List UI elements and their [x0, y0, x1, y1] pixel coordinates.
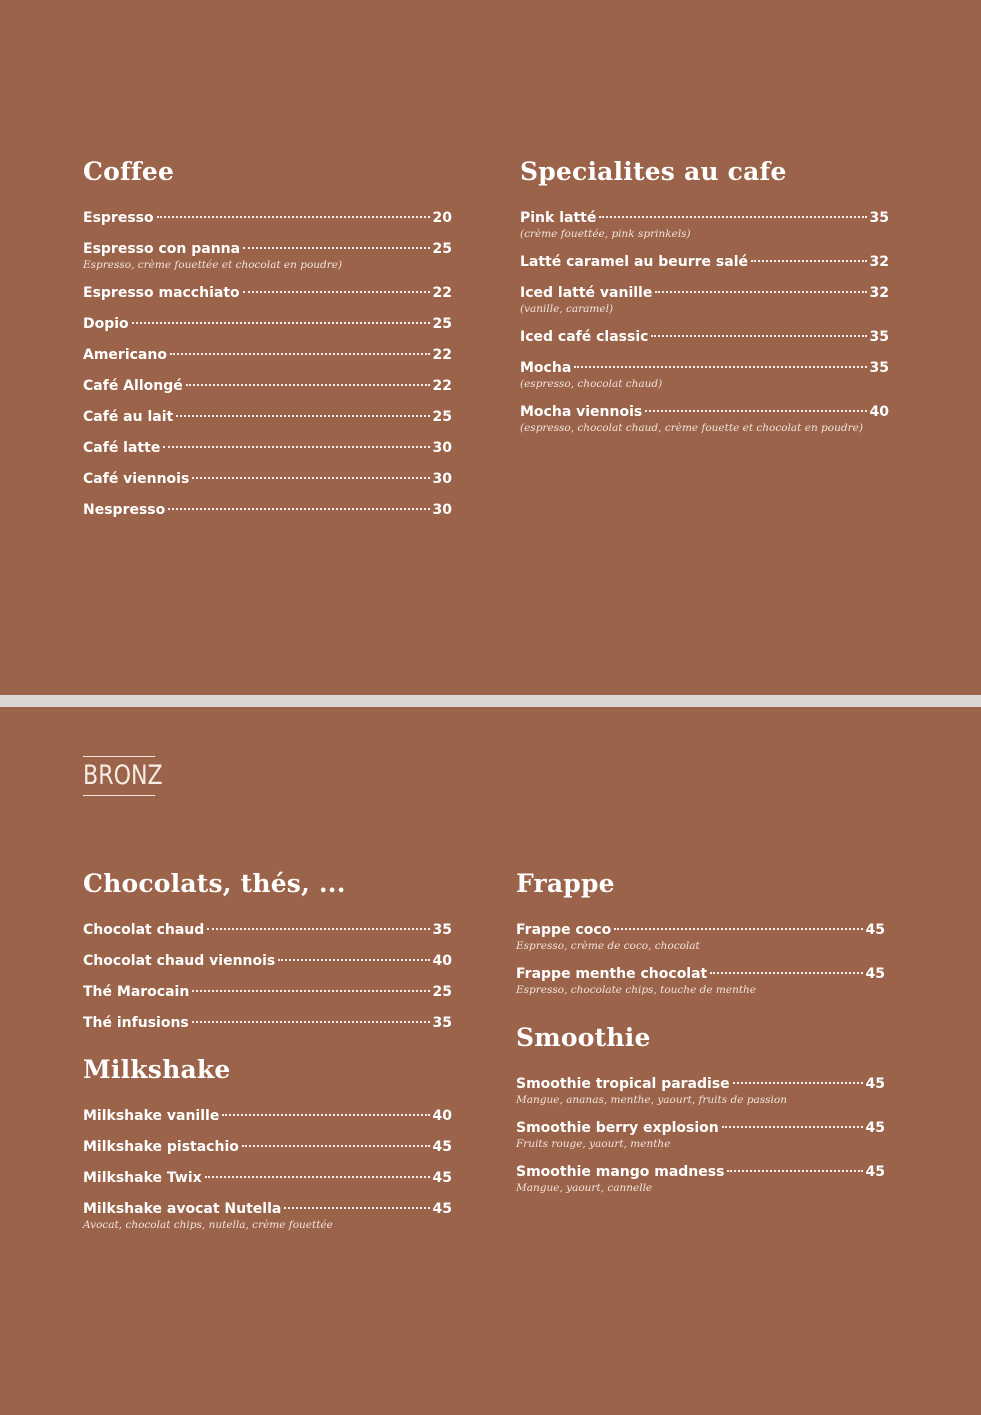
- menu-item: [520, 208, 889, 241]
- item-price: 25: [432, 984, 452, 1000]
- dot-leader: [243, 247, 429, 249]
- item-price: 32: [869, 254, 889, 270]
- item-price: 22: [432, 378, 452, 394]
- menu-item-row: [83, 920, 452, 940]
- item-name: Café au lait: [83, 409, 174, 425]
- item-price: 30: [432, 440, 452, 456]
- item-list: [516, 920, 885, 997]
- menu-item-row: [520, 252, 889, 272]
- item-price: 45: [432, 1170, 452, 1186]
- menu-item: [83, 1013, 452, 1033]
- dot-leader: [574, 366, 866, 368]
- item-price: 35: [432, 922, 452, 938]
- dot-leader: [205, 1176, 430, 1178]
- item-description: Avocat, chocolat chips, nutella, crème fouettée: [83, 1219, 333, 1231]
- menu-item: [83, 920, 452, 940]
- item-description: Espresso, crème fouettée et chocolat en poudre): [83, 259, 343, 271]
- menu-item-row: [520, 327, 889, 347]
- item-price: 40: [432, 953, 452, 969]
- coffee-section: [83, 157, 452, 531]
- menu-item: [520, 327, 889, 347]
- smoothie-section: [516, 1023, 885, 1206]
- dot-leader: [157, 216, 430, 218]
- item-price: 35: [869, 360, 889, 376]
- menu-item-row: [83, 1013, 452, 1033]
- menu-item-row: [520, 402, 889, 422]
- item-price: 45: [432, 1139, 452, 1155]
- item-price: 22: [432, 347, 452, 363]
- item-price: 25: [432, 316, 452, 332]
- item-name: Nespresso: [83, 502, 166, 518]
- menu-item: [516, 920, 885, 953]
- menu-item-row: [83, 1106, 452, 1126]
- menu-item: [520, 252, 889, 272]
- dot-leader: [242, 1145, 430, 1147]
- item-description: Espresso, crème de coco, chocolat: [516, 940, 700, 952]
- menu-item-row: [83, 951, 452, 971]
- menu-item: [83, 345, 452, 365]
- dot-leader: [727, 1170, 862, 1172]
- item-price: 45: [865, 1076, 885, 1092]
- item-name: Café viennois: [83, 471, 190, 487]
- item-name: Smoothie tropical paradise: [516, 1076, 730, 1092]
- item-price: 45: [432, 1201, 452, 1217]
- item-name: Smoothie mango madness: [516, 1164, 725, 1180]
- item-name: Dopio: [83, 316, 129, 332]
- menu-item: [83, 438, 452, 458]
- menu-item-row: [520, 208, 889, 228]
- section-title: Chocolats, thés, ...: [83, 869, 346, 898]
- dot-leader: [163, 446, 429, 448]
- menu-item: [520, 358, 889, 391]
- menu-item: [83, 239, 452, 272]
- dot-leader: [186, 384, 430, 386]
- item-price: 22: [432, 285, 452, 301]
- item-name: Americano: [83, 347, 167, 363]
- item-description: (crème fouettée, pink sprinkels): [520, 228, 691, 240]
- menu-item: [83, 407, 452, 427]
- menu-item-row: [520, 283, 889, 303]
- section-title: Frappe: [516, 869, 615, 898]
- section-title: Smoothie: [516, 1023, 651, 1052]
- menu-item-row: [83, 283, 452, 303]
- dot-leader: [168, 508, 429, 510]
- dot-leader: [733, 1082, 863, 1084]
- menu-item-row: [83, 208, 452, 228]
- item-name: Café Allongé: [83, 378, 183, 394]
- dot-leader: [207, 928, 429, 930]
- item-name: Thé infusions: [83, 1015, 189, 1031]
- menu-item-row: [83, 500, 452, 520]
- menu-item: [83, 469, 452, 489]
- item-price: 35: [432, 1015, 452, 1031]
- item-name: Milkshake vanille: [83, 1108, 220, 1124]
- menu-item: [516, 1074, 885, 1107]
- item-price: 45: [865, 1120, 885, 1136]
- item-name: Espresso con panna: [83, 241, 241, 257]
- menu-item-row: [83, 469, 452, 489]
- specialites-section: [520, 157, 889, 446]
- item-name: Milkshake avocat Nutella: [83, 1201, 282, 1217]
- menu-item-row: [516, 920, 885, 940]
- dot-leader: [176, 415, 429, 417]
- dot-leader: [722, 1126, 863, 1128]
- item-name: Mocha: [520, 360, 572, 376]
- frappe-section: [516, 869, 885, 1008]
- dot-leader: [710, 972, 862, 974]
- item-list: [83, 920, 452, 1033]
- dot-leader: [132, 322, 430, 324]
- item-list: [83, 208, 452, 520]
- item-list: [83, 1106, 452, 1232]
- item-name: Milkshake Twix: [83, 1170, 202, 1186]
- item-price: 40: [869, 404, 889, 420]
- menu-item-row: [516, 964, 885, 984]
- chocolats-section: [83, 869, 452, 1044]
- item-name: Mocha viennois: [520, 404, 643, 420]
- brand-logo: BRONZ: [83, 756, 155, 796]
- dot-leader: [751, 260, 867, 262]
- menu-item-row: [516, 1074, 885, 1094]
- menu-item: [83, 951, 452, 971]
- section-title: Milkshake: [83, 1055, 231, 1084]
- item-name: Thé Marocain: [83, 984, 190, 1000]
- section-title: Coffee: [83, 157, 175, 186]
- item-description: Fruits rouge, yaourt, menthe: [516, 1138, 671, 1150]
- menu-item: [83, 1137, 452, 1157]
- item-name: Smoothie berry explosion: [516, 1120, 719, 1136]
- menu-item: [83, 376, 452, 396]
- item-description: (vanille, caramel): [520, 303, 614, 315]
- menu-item-row: [83, 438, 452, 458]
- menu-item-row: [83, 314, 452, 334]
- dot-leader: [170, 353, 430, 355]
- dot-leader: [192, 477, 429, 479]
- menu-item: [516, 1118, 885, 1151]
- item-price: 32: [869, 285, 889, 301]
- menu-item-row: [83, 239, 452, 259]
- dot-leader: [192, 1021, 430, 1023]
- menu-item: [83, 208, 452, 228]
- menu-item-row: [83, 376, 452, 396]
- item-name: Espresso: [83, 210, 154, 226]
- menu-item-row: [83, 407, 452, 427]
- item-name: Chocolat chaud: [83, 922, 205, 938]
- dot-leader: [284, 1207, 429, 1209]
- item-name: Frappe coco: [516, 922, 612, 938]
- item-price: 45: [865, 966, 885, 982]
- item-list: [520, 208, 889, 435]
- dot-leader: [599, 216, 866, 218]
- item-description: Mangue, yaourt, cannelle: [516, 1182, 653, 1194]
- item-name: Milkshake pistachio: [83, 1139, 239, 1155]
- item-description: (espresso, chocolat chaud): [520, 378, 663, 390]
- menu-item-row: [516, 1162, 885, 1182]
- item-price: 30: [432, 471, 452, 487]
- dot-leader: [655, 291, 866, 293]
- page-separator: [0, 695, 981, 707]
- menu-item-row: [83, 1168, 452, 1188]
- dot-leader: [243, 291, 430, 293]
- menu-item: [520, 402, 889, 435]
- item-price: 35: [869, 329, 889, 345]
- dot-leader: [614, 928, 862, 930]
- menu-item-row: [83, 982, 452, 1002]
- item-price: 45: [865, 1164, 885, 1180]
- menu-item: [516, 1162, 885, 1195]
- menu-item-row: [83, 1137, 452, 1157]
- item-name: Latté caramel au beurre salé: [520, 254, 748, 270]
- item-price: 25: [432, 409, 452, 425]
- menu-item-row: [516, 1118, 885, 1138]
- section-title: Specialites au cafe: [520, 157, 787, 186]
- item-price: 40: [432, 1108, 452, 1124]
- item-name: Iced latté vanille: [520, 285, 653, 301]
- item-description: Espresso, chocolate chips, touche de menthe: [516, 984, 757, 996]
- item-name: Espresso macchiato: [83, 285, 240, 301]
- item-list: [516, 1074, 885, 1195]
- dot-leader: [192, 990, 429, 992]
- dot-leader: [278, 959, 429, 961]
- dot-leader: [645, 410, 866, 412]
- item-price: 25: [432, 241, 452, 257]
- menu-item: [83, 982, 452, 1002]
- dot-leader: [651, 335, 866, 337]
- menu-item: [83, 500, 452, 520]
- dot-leader: [222, 1114, 429, 1116]
- item-price: 30: [432, 502, 452, 518]
- milkshake-section: [83, 1055, 452, 1243]
- menu-item: [83, 1168, 452, 1188]
- item-name: Iced café classic: [520, 329, 649, 345]
- item-price: 45: [865, 922, 885, 938]
- menu-item-row: [520, 358, 889, 378]
- item-name: Frappe menthe chocolat: [516, 966, 708, 982]
- menu-item-row: [83, 1199, 452, 1219]
- menu-item: [83, 1199, 452, 1232]
- menu-item: [83, 283, 452, 303]
- item-description: Mangue, ananas, menthe, yaourt, fruits de passion: [516, 1094, 787, 1106]
- menu-item: [83, 1106, 452, 1126]
- menu-item: [516, 964, 885, 997]
- item-price: 35: [869, 210, 889, 226]
- menu-item: [520, 283, 889, 316]
- item-name: Café latte: [83, 440, 161, 456]
- item-description: (espresso, chocolat chaud, crème fouette et chocolat en poudre): [520, 422, 863, 434]
- menu-item: [83, 314, 452, 334]
- item-name: Chocolat chaud viennois: [83, 953, 276, 969]
- item-name: Pink latté: [520, 210, 597, 226]
- menu-item-row: [83, 345, 452, 365]
- item-price: 20: [432, 210, 452, 226]
